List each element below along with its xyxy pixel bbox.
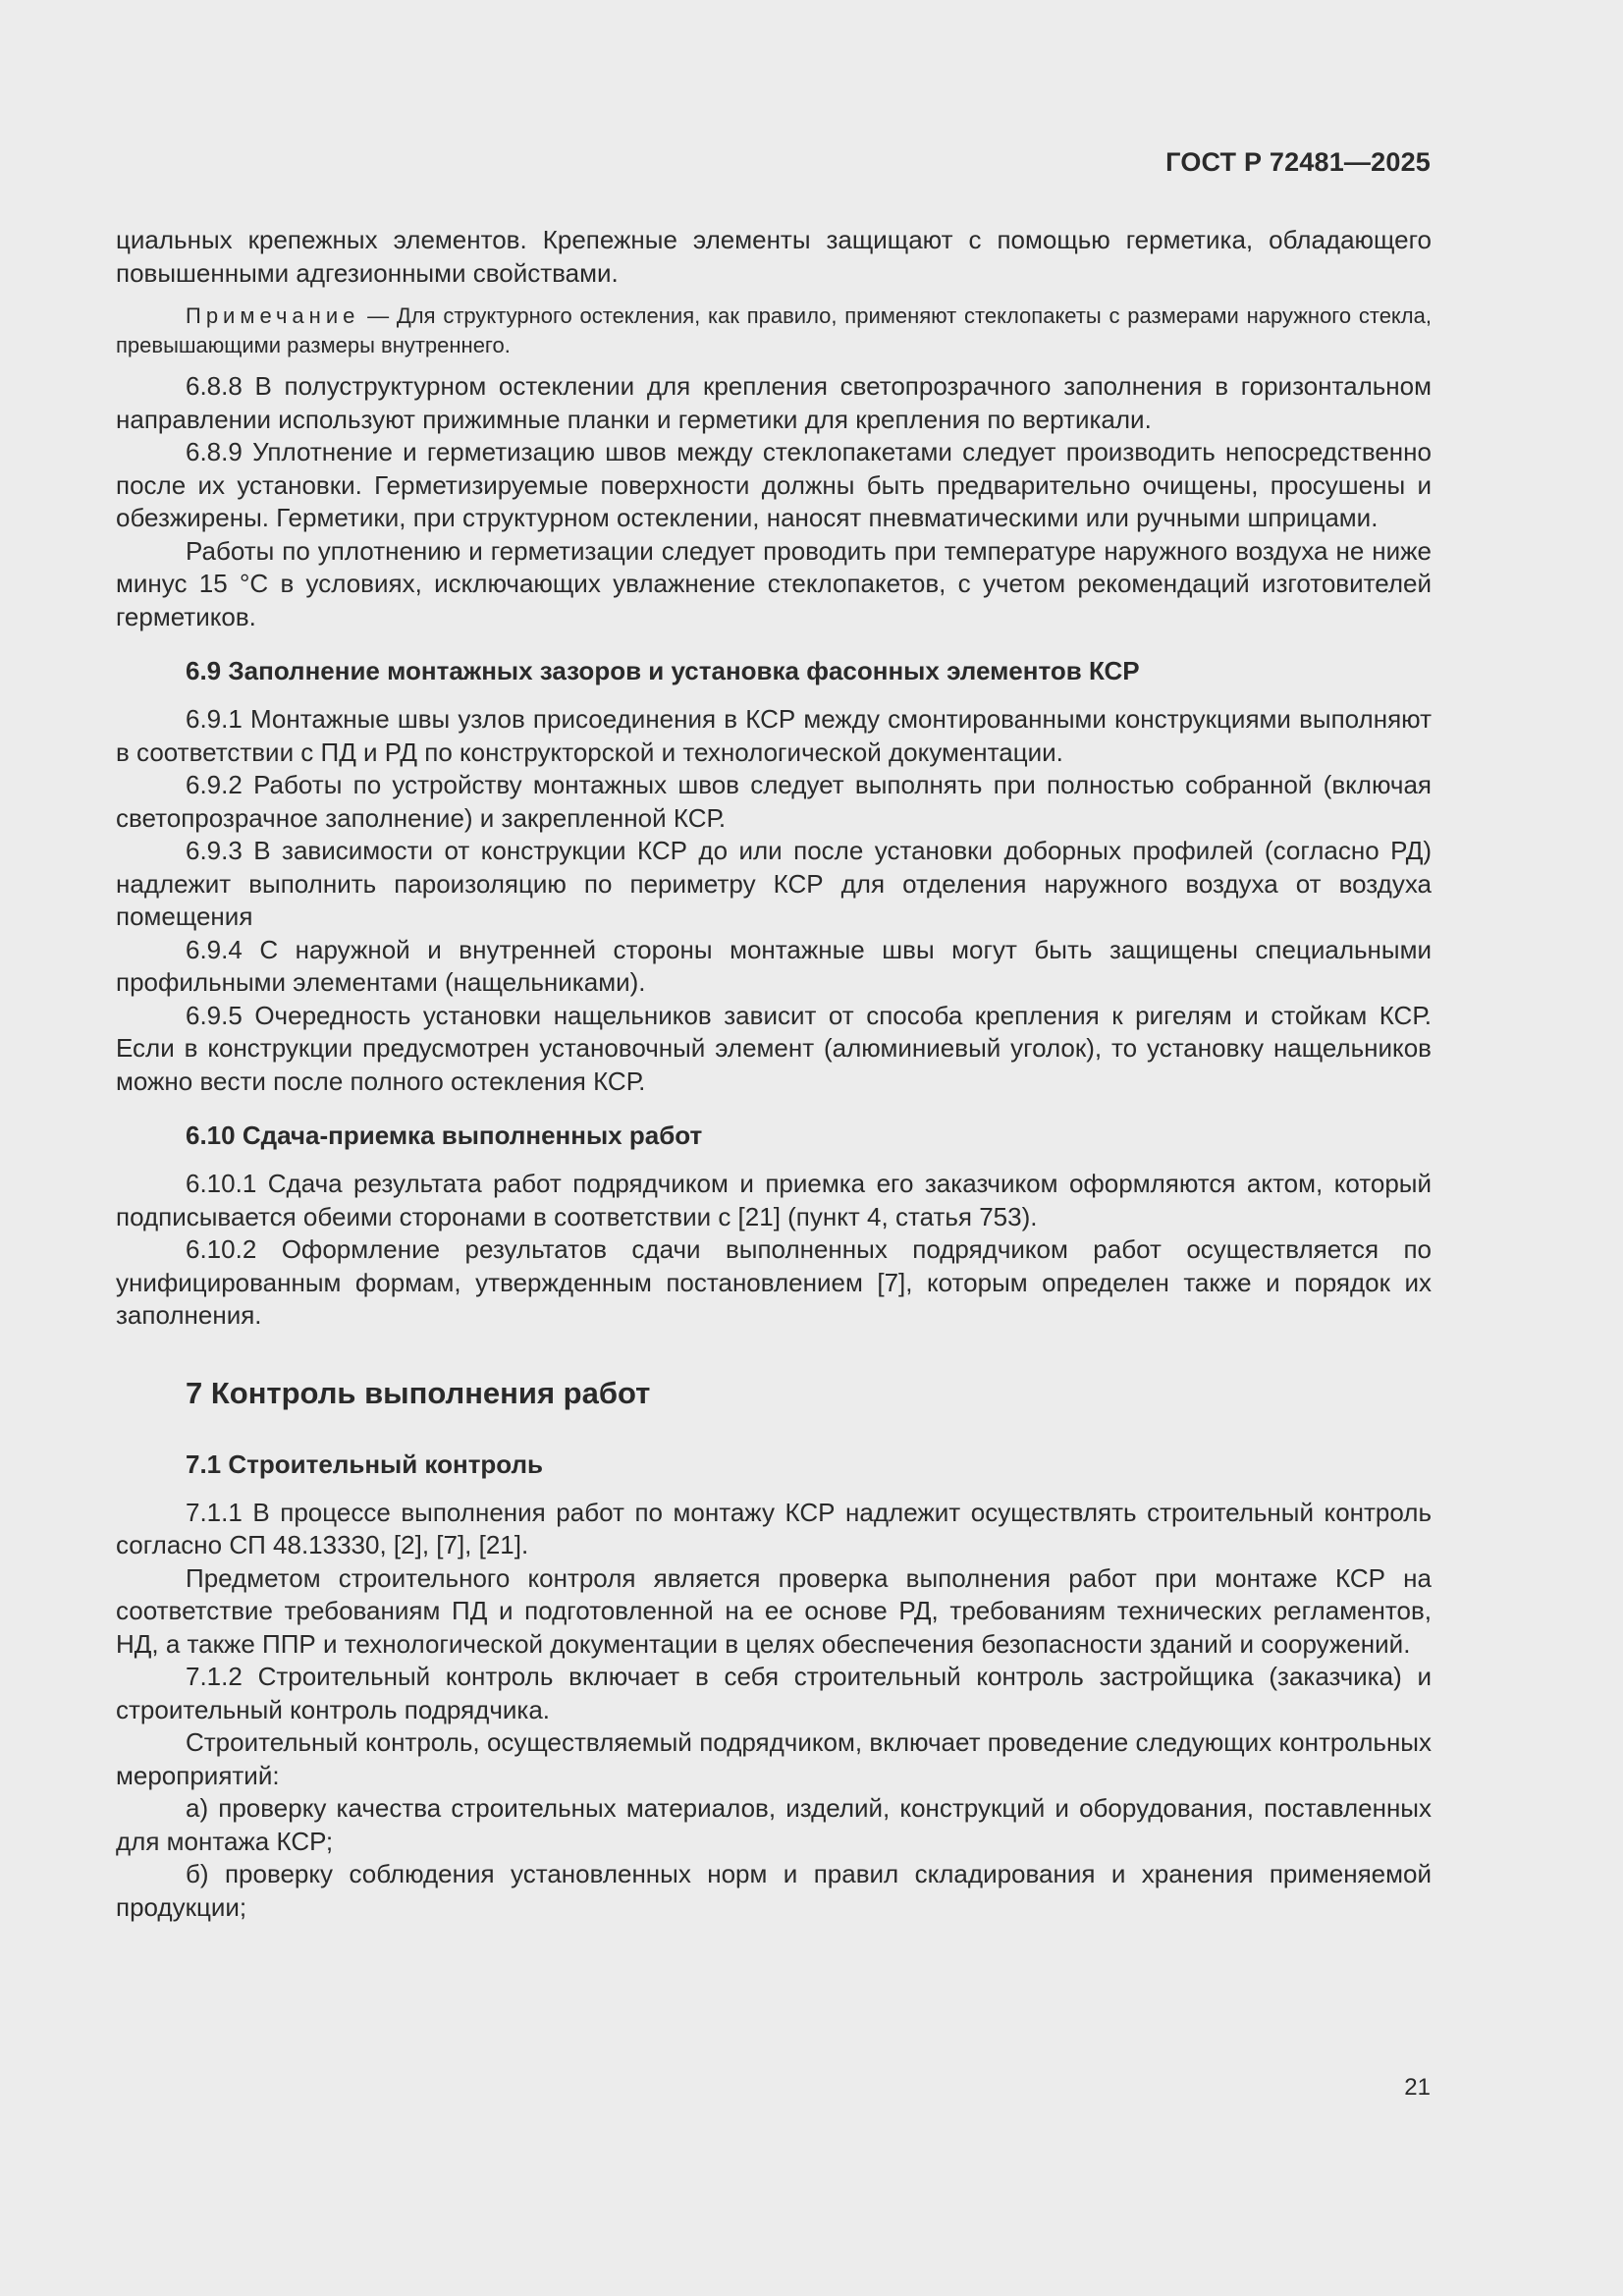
document-id-header: ГОСТ Р 72481—2025 [1165,147,1431,177]
clause-6-8-9: 6.8.9 Уплотнение и герметизацию швов между стеклопакетами следует производить непосредственно после их установки. Герметизируемые поверхности должны быть предварительно очищены, просушены и обезжирены. Герметики, при структурном остеклении, наносят пневматическими или ручными шприцами. [116,437,1432,532]
clause-6-10-2: 6.10.2 Оформление результатов сдачи выполненных подрядчиком работ осуществляется по унифицированным формам, утвержденным постановлением [7], которым определен также и порядок их заполнения. [116,1234,1432,1330]
note-label: Примечание [186,303,360,328]
list-item-a: а) проверку качества строительных материалов, изделий, конструкций и оборудования, поставленных для монтажа КСР; [116,1793,1432,1856]
clause-6-8-8: 6.8.8 В полуструктурном остеклении для крепления светопрозрачного заполнения в горизонтальном направлении используют прижимные планки и герметики для крепления по вертикали. [116,371,1432,434]
clause-7-1-1: 7.1.1 В процессе выполнения работ по монтажу КСР надлежит осуществлять строительный контроль согласно СП 48.13330, [2], [7], [21]. [116,1497,1432,1559]
clause-7-1-1-paragraph-2: Предметом строительного контроля является проверка выполнения работ при монтаже КСР на соответствие требованиям ПД и подготовленной на ее основе РД, требованиям технических регламентов, НД, а также ППР и технологической документации в целях обеспечения безопасности зданий и сооружений. [116,1562,1432,1659]
note [116,301,1432,360]
subsection-heading-6-9: 6.9 Заполнение монтажных зазоров и установка фасонных элементов КСР [186,656,1140,685]
note-text: — Для структурного остекления, как правило, применяют стеклопакеты с размерами наружного стекла, превышающими размеры внутреннего. [116,303,1432,357]
clause-7-1-2-paragraph-2: Строительный контроль, осуществляемый подрядчиком, включает проведение следующих контрольных мероприятий: [116,1727,1432,1790]
subsection-heading-6-10: 6.10 Сдача-приемка выполненных работ [186,1121,703,1150]
clause-6-8-9-paragraph-2: Работы по уплотнению и герметизации следует проводить при температуре наружного воздуха не ниже минус 15 °С в условиях, исключающих увлажнение стеклопакетов, с учетом рекомендаций изготовителей герметиков. [116,535,1432,631]
clause-6-9-4: 6.9.4 С наружной и внутренней стороны монтажные швы могут быть защищены специальными профильными элементами (нащельниками). [116,934,1432,997]
clause-6-9-1: 6.9.1 Монтажные швы узлов присоединения в КСР между смонтированными конструкциями выполняют в соответствии с ПД и РД по конструкторской и технологической документации. [116,704,1432,767]
list-item-b: б) проверку соблюдения установленных норм и правил складирования и хранения применяемой продукции; [116,1859,1432,1922]
clause-6-9-5: 6.9.5 Очередность установки нащельников зависит от способа крепления к ригелям и стойкам КСР. Если в конструкции предусмотрен установочный элемент (алюминиевый уголок), то установку нащельников можно вести после полного остекления КСР. [116,1000,1432,1096]
paragraph-continuation: циальных крепежных элементов. Крепежные элементы защищают с помощью герметика, обладающего повышенными адгезионными свойствами. [116,225,1432,288]
clause-6-9-3: 6.9.3 В зависимости от конструкции КСР до или после установки доборных профилей (согласно РД) надлежит выполнить пароизоляцию по периметру КСР для отделения наружного воздуха от воздуха помещения [116,836,1432,931]
page-body [116,224,1432,1924]
subsection-heading-7-1: 7.1 Строительный контроль [186,1449,544,1479]
clause-6-10-1: 6.10.1 Сдача результата работ подрядчиком и приемка его заказчиком оформляются актом, который подписывается обеими сторонами в соответствии с [21] (пункт 4, статья 753). [116,1169,1432,1231]
section-heading-7: 7 Контроль выполнения работ [186,1375,651,1410]
clause-7-1-2: 7.1.2 Строительный контроль включает в себя строительный контроль застройщика (заказчика) и строительный контроль подрядчика. [116,1662,1432,1724]
page-number: 21 [1404,2074,1431,2101]
clause-6-9-2: 6.9.2 Работы по устройству монтажных швов следует выполнять при полностью собранной (включая светопрозрачное заполнение) и закрепленной КСР. [116,770,1432,833]
